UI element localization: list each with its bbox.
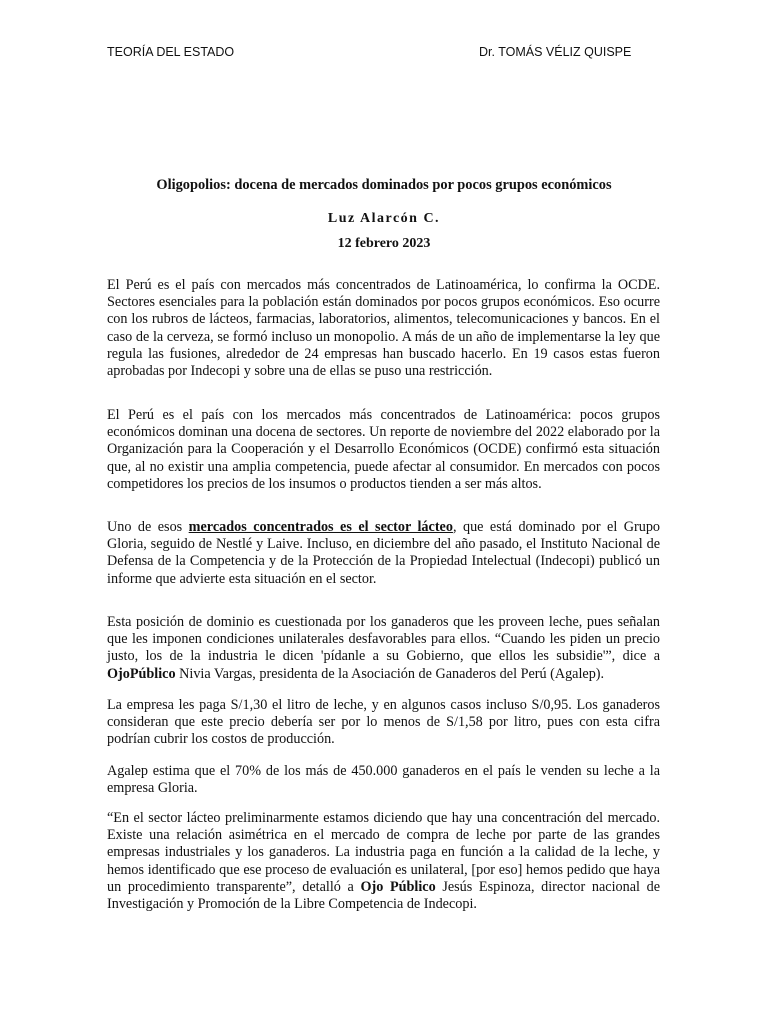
article-date: 12 febrero 2023 bbox=[337, 236, 431, 251]
article-author: Luz Alarcón C. bbox=[327, 211, 441, 226]
paragraph-7-text-b: Jesús Espinoza, director nacional de Investigación y Promoción de la Libre Competencia de Indecopi. bbox=[107, 878, 660, 913]
paragraph-3-text-b: , que está dominado por el Grupo Gloria, seguido de Nestlé y Laive. Incluso, en diciembre del año pasado, el Instituto Nacional de Defensa de la Competencia y de la Protección de la Propiedad Intelectual (Indecopi) publicó un informe que advierte esta situación en el sector. bbox=[107, 519, 661, 587]
page-header bbox=[107, 45, 708, 63]
paragraph-5: La empresa les paga S/1,30 el litro de leche, y en algunos casos incluso S/0,95. Los ganaderos consideran que este precio debería ser por lo menos de S/1,58 por litro, pues con esta cifra podrían cubrir los costos de producción. bbox=[107, 697, 660, 748]
paragraph-1: El Perú es el país con mercados más concentrados de Latinoamérica, lo confirma la OCDE. Sectores esenciales para la población están dominados por pocos grupos económicos. Eso ocurre con los rubros de lácteos, farmacias, laboratorios, alimentos, telecomunicaciones y bancos. En el caso de la cerveza, se formó incluso un monopolio. A más de un año de implementarse la ley que regula las fusiones, alrededor de 24 empresas han buscado hacerlo. En 19 casos estas fueron aprobadas por Indecopi y sobre una de ellas se puso una restricción. bbox=[107, 277, 660, 380]
paragraph-4-text-a: Esta posición de dominio es cuestionada por los ganaderos que les proveen leche, pues señalan que les imponen condiciones unilaterales desfavorables para ellos. “Cuando les piden un precio justo, los de la industria le dicen 'pídanle a su Gobierno, que ellos les subsidie'”, dice a bbox=[107, 614, 660, 665]
article-title: Oligopolios: docena de mercados dominados por pocos grupos económicos bbox=[156, 177, 612, 193]
paragraph-4 bbox=[107, 614, 660, 683]
ojopublico-bold: OjoPúblico bbox=[107, 665, 176, 682]
paragraph-6: Agalep estima que el 70% de los más de 450.000 ganaderos en el país le venden su leche a la empresa Gloria. bbox=[107, 763, 660, 797]
paragraph-7-text-a: “En el sector lácteo preliminarmente estamos diciendo que hay una concentración del mercado. Existe una relación asimétrica en el mercado de compra de leche por parte de las grandes empresas industriales y los ganaderos. La industria paga en función a la calidad de la leche, y hemos identificado que ese proceso de evaluación es unilateral, [por eso] hemos pedido que haya un procedimiento transparente”, detalló a bbox=[107, 810, 660, 895]
paragraph-3 bbox=[107, 519, 660, 588]
ojo-publico-bold: Ojo Público bbox=[360, 878, 436, 895]
sector-lacteo-link[interactable]: mercados concentrados es el sector lácteo bbox=[188, 519, 453, 535]
header-course-title: TEORÍA DEL ESTADO bbox=[107, 45, 235, 59]
paragraph-3-text-a: Uno de esos bbox=[107, 519, 189, 535]
paragraph-2: El Perú es el país con los mercados más concentrados de Latinoamérica: pocos grupos económicos dominan una docena de sectores. Un reporte de noviembre del 2022 elaborado por la Organización para la Cooperación y el Desarrollo Económicos (OCDE) confirmó esta situación que, al no existir una amplia competencia, puede afectar al consumidor. En mercados con pocos competidores los precios de los insumos o productos tienden a ser más altos. bbox=[107, 407, 660, 492]
header-author-name: Dr. TOMÁS VÉLIZ QUISPE bbox=[479, 45, 632, 59]
paragraph-4-text-b: Nivia Vargas, presidenta de la Asociación de Ganaderos del Perú (Agalep). bbox=[175, 665, 605, 682]
paragraph-7 bbox=[107, 810, 660, 913]
